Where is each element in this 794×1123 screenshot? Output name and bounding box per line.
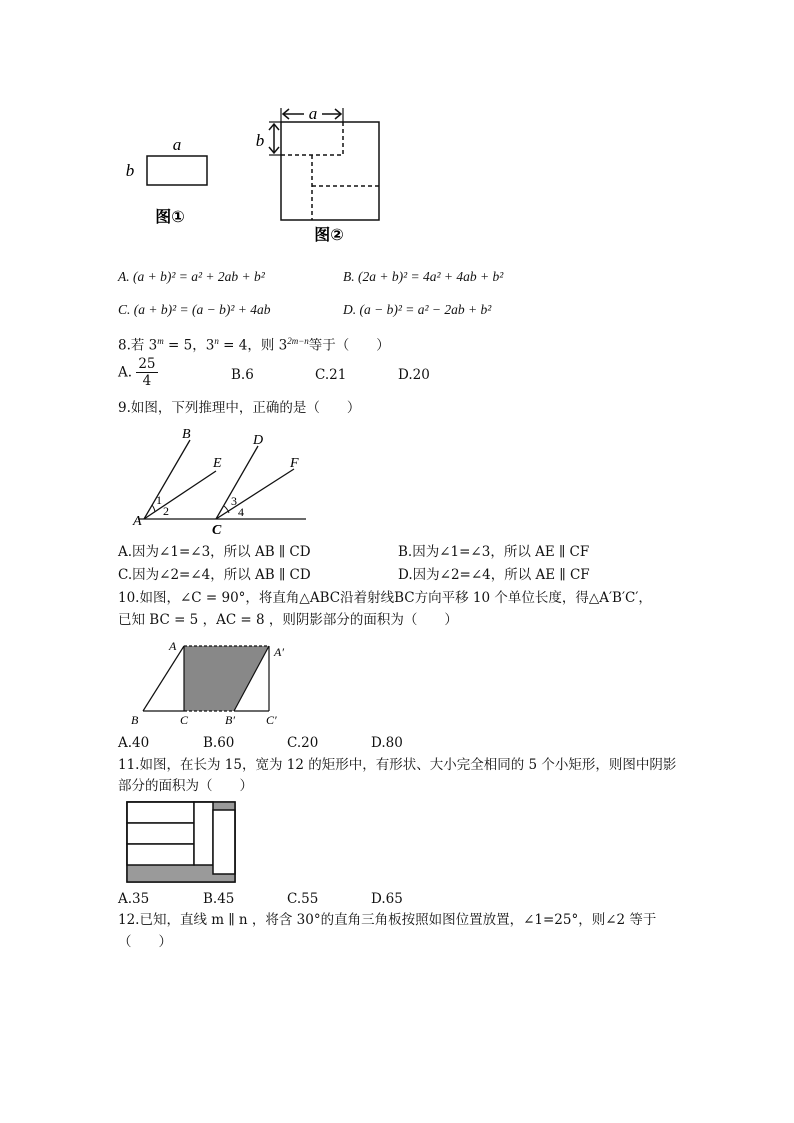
fig1-label-a: a [172,135,182,154]
q11-option-a[interactable]: A.35 [118,891,150,907]
q11-option-b[interactable]: B.45 [203,891,235,907]
q10-option-c[interactable]: C.20 [287,735,319,751]
small-rectangle [147,156,207,185]
q10-figure [125,636,300,731]
svg-text:B′: B′ [225,713,235,727]
q8-option-a[interactable]: A. $\frac{25}{4}$ [118,356,156,389]
svg-text:C: C [212,523,222,536]
q7-option-d[interactable]: D. (a − b)² = a² − 2ab + b² [343,302,492,317]
svg-text:A: A [169,639,177,653]
q10-stem-line2: 已知 BC = 5 ，AC = 8 ，则阴影部分的面积为（ ） [118,612,458,628]
svg-text:3: 3 [231,494,237,508]
svg-text:E: E [213,456,222,471]
q11-stem-line2: 部分的面积为（ ） [118,778,253,794]
q10-option-d[interactable]: D.80 [371,735,403,751]
ray-CD [216,446,258,519]
svg-text:4: 4 [238,505,244,519]
svg-text:C: C [180,713,189,727]
q9-option-a[interactable]: A.因为∠1=∠3，所以 AB ∥ CD [118,544,311,560]
q9-option-b[interactable]: B.因为∠1=∠3，所以 AE ∥ CF [398,544,590,560]
q9-option-c[interactable]: C.因为∠2=∠4，所以 AB ∥ CD [118,567,311,583]
ray-CF [216,469,294,519]
q7-option-c[interactable]: C. (a + b)² = (a − b)² + 4ab [118,302,271,317]
fig2-caption: 图② [314,225,344,244]
figure-2-square [245,100,390,248]
svg-text:D: D [253,433,264,448]
svg-text:1: 1 [156,493,162,507]
svg-text:A: A [133,514,142,529]
q12-stem-line2: （ ） [118,934,172,950]
q7-option-a[interactable]: A. (a + b)² = a² + 2ab + b² [118,269,265,284]
shaded-region [184,646,269,711]
svg-text:B: B [182,427,191,442]
big-square [281,122,379,220]
q10-option-b[interactable]: B.60 [203,735,235,751]
shaded-top [213,802,235,810]
q12-stem-line1: 12.已知，直线 m ∥ n ，将含 30°的直角三角板按照如图位置放置，∠1=25°，则∠2 等于 [118,912,657,928]
q9-stem: 9.如图，下列推理中，正确的是（ ） [118,400,361,416]
q8-option-d[interactable]: D.20 [398,367,430,383]
q11-stem-line1: 11.如图，在长为 15，宽为 12 的矩形中，有形状、大小完全相同的 5 个小矩形，则图中阴影 [118,757,677,773]
fig1-label-b: b [125,161,135,180]
svg-text:A′: A′ [274,645,284,659]
fig1-caption: 图① [155,207,185,226]
fig2-label-b: b [255,131,265,150]
q8-option-c[interactable]: C.21 [315,367,347,383]
q10-stem-line1: 10.如图，∠C = 90°，将直角△ABC沿着射线BC方向平移 10 个单位长度，得△A′B′C′， [118,590,652,606]
q10-option-a[interactable]: A.40 [118,735,150,751]
fig2-label-a: a [308,104,318,123]
q9-option-d[interactable]: D.因为∠2=∠4，所以 AE ∥ CF [398,567,590,583]
q8-stem: 8.若 $3^m = 5$，$3^n = 4$，则 $3^{2m-n}$等于（ ） [118,336,390,354]
svg-text:2: 2 [163,504,169,518]
q11-figure [125,800,240,885]
q9-figure [128,424,318,536]
svg-text:B: B [131,713,139,727]
q11-option-c[interactable]: C.55 [287,891,319,907]
q7-option-b[interactable]: B. (2a + b)² = 4a² + 4ab + b² [343,269,504,284]
q11-option-d[interactable]: D.65 [371,891,403,907]
q8-option-b[interactable]: B.6 [231,367,254,383]
svg-text:C′: C′ [266,713,277,727]
svg-text:F: F [290,456,299,471]
figure-1-rectangle [120,130,220,230]
